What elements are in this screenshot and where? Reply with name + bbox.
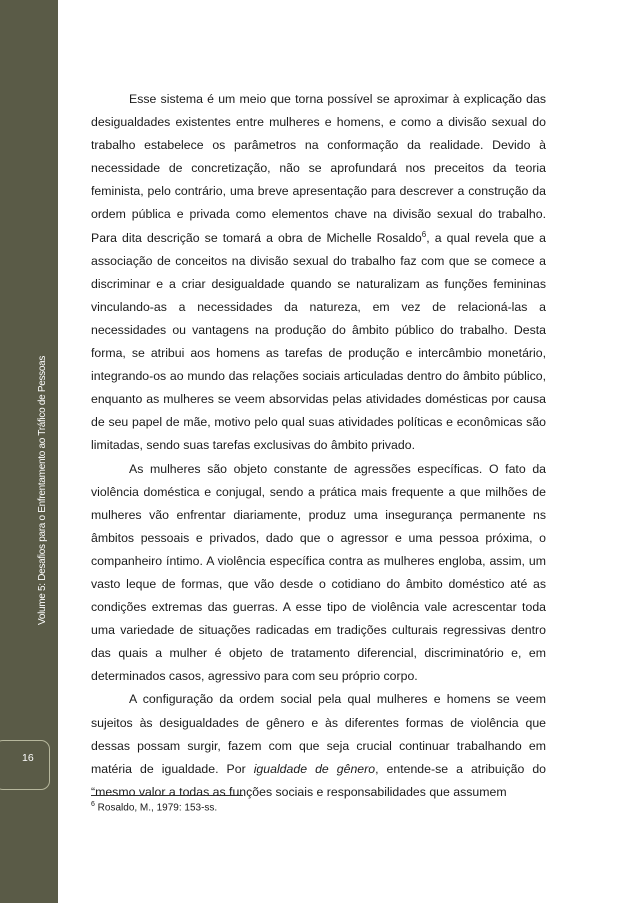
paragraph-1-part-b: , a qual revela que a associação de conceitos na divisão sexual do trabalho faz com que se comece a discriminar e a criar desigualdade quando se naturalizam as funções femininas vinculando-as a necessidades da natureza, em vez de relacioná-las a necessidades ou vantagens na produção do âmbito público do trabalho. Desta forma, se atribui aos homens as tarefas de produção e intercâmbio monetário, integrando-os ao mundo das relações sociais articuladas dentro do âmbito público, enquanto as mulheres se veem absorvidas pelas atividades domésticas por causa de seu papel de mãe, motivo pelo qual suas atividades políticas e econômicas são limitadas, sendo suas tarefas exclusivas do âmbito privado.: [91, 230, 546, 453]
paragraph-3-part-b: , entende-se a atribuição do “mesmo valor a todas as funções sociais e responsabilidades que assumem: [91, 761, 546, 799]
emphasis-term: igualdade de gênero: [253, 761, 376, 776]
volume-title: Volume 5: Desafios para o Enfrentamento ao Tráfico de Pessoas: [37, 355, 48, 625]
footnote: [91, 801, 546, 813]
body-text: [91, 88, 546, 804]
footnote-reference: 6: [421, 229, 427, 239]
page-number-badge: [0, 740, 50, 790]
page-number: 16: [22, 752, 34, 764]
paragraph-3: [91, 688, 546, 803]
paragraph-1-part-a: Esse sistema é um meio que torna possível se aproximar à explicação das desigualdades existentes entre mulheres e homens, e como a divisão sexual do trabalho estabelece os parâmetros na conformação da realidade. Devido à necessidade de concretização, não se aprofundará nos preceitos da teoria feminista, pelo contrário, uma breve apresentação para descrever a construção da ordem pública e privada como elementos chave na divisão sexual do trabalho. Para dita descrição se tomará a obra de Michelle Rosaldo: [91, 92, 546, 245]
paragraph-2: As mulheres são objeto constante de agressões específicas. O fato da violência doméstica e conjugal, sendo a prática mais frequente a que milhões de mulheres vão enfrentar diariamente, produz uma insegurança permanente ns âmbitos pessoais e privados, dado que o agressor e uma pessoa próxima, o companheiro íntimo. A violência específica contra as mulheres engloba, assim, um vasto leque de formas, que vão desde o cotidiano do âmbito doméstico até as condições extremas das guerras. A esse tipo de violência vale acrescentar toda uma variedade de situações radicadas em tradições culturais regressivas dentro das quais a mulher é objeto de tratamento diferencial, discriminatório e, em determinados casos, agressivo para com seu próprio corpo.: [91, 461, 546, 684]
footnote-divider: [91, 795, 243, 796]
footnote-text: Rosaldo, M., 1979: 153-ss.: [94, 802, 218, 814]
paragraph-3-part-a: A configuração da ordem social pela qual mulheres e homens se veem sujeitos às desigualdades de gênero e às diferentes formas de violência que dessas possam surgir, fazem com que seja crucial continuar trabalhando em matéria de igualdade. Por: [91, 692, 546, 776]
paragraph-1: [91, 88, 546, 458]
footnote-number: 6: [91, 801, 95, 808]
